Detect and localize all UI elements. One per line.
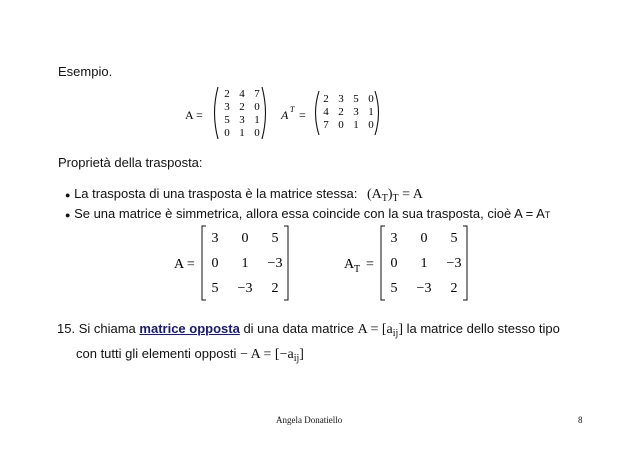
example-a-cells — [224, 88, 260, 139]
bullet-dot: ● — [65, 210, 71, 220]
item-15-formula-1: $A = [a_{ij}]$ — [357, 322, 403, 339]
example-at-cell: 2 — [338, 106, 344, 118]
sym-a-right-bracket — [284, 226, 288, 300]
item-15-prefix: Si chiama — [78, 321, 136, 336]
sym-a-cell: 0 — [211, 256, 219, 271]
example-label: Esempio. — [58, 64, 113, 79]
example-matrices — [185, 83, 385, 143]
example-at-cell: 0 — [338, 119, 344, 131]
footer-author: Angela Donatiello — [276, 415, 343, 425]
example-a-cell: 7 — [254, 88, 260, 100]
sym-a-cell: 2 — [271, 281, 279, 296]
term-matrice-opposta: matrice opposta — [139, 321, 240, 336]
sym-at-cell: 5 — [450, 231, 458, 246]
item-15-number: 15. — [57, 321, 76, 336]
sym-at-cell: 0 — [420, 231, 428, 246]
sym-at-left-bracket — [381, 226, 385, 300]
bullet-item-1 — [65, 186, 423, 204]
item-15-middle: di una data matrice — [243, 321, 355, 336]
sym-at-label: A — [344, 257, 355, 272]
example-a-cell: 4 — [239, 88, 245, 100]
item-15-formula-2: − $A = [-a_{ij}]$ — [240, 347, 304, 364]
sym-a-label: A = — [174, 257, 195, 272]
example-at-right-paren — [375, 91, 379, 135]
item-15-line-1 — [57, 321, 560, 339]
sym-at-right-bracket — [463, 226, 467, 300]
bullet-1-formula: $(A_T)_T = A$ — [366, 187, 423, 204]
example-at-cell: 1 — [353, 119, 359, 131]
sym-at-cell: 1 — [420, 256, 428, 271]
example-a-cell: 3 — [224, 101, 230, 113]
example-at-cell: 1 — [368, 106, 374, 118]
sym-at-cell: −3 — [416, 281, 432, 296]
symmetric-matrices — [170, 222, 490, 304]
bullet-1-text: La trasposta di una trasposta è la matrice stessa: — [74, 186, 358, 201]
sym-at-cell: 5 — [390, 281, 398, 296]
example-at-cell: 3 — [338, 93, 344, 105]
bullet-item-2 — [65, 206, 550, 221]
example-at-cell: 4 — [323, 106, 329, 118]
sym-at-cell: 2 — [450, 281, 458, 296]
example-a-cell: 1 — [239, 127, 245, 139]
example-at-label: A — [281, 108, 289, 122]
item-15-suffix: la matrice dello stesso tipo — [406, 321, 560, 336]
example-a-cell: 1 — [254, 114, 260, 126]
example-a-cell: 0 — [254, 127, 260, 139]
sym-a-cell: −3 — [267, 256, 283, 271]
example-at-cell: 3 — [353, 106, 359, 118]
example-at-cells — [323, 93, 374, 131]
example-at-left-paren — [316, 91, 320, 135]
example-a-cell: 3 — [239, 114, 245, 126]
sym-at-cell: 3 — [390, 231, 398, 246]
example-a-cell: 2 — [239, 101, 245, 113]
example-a-left-paren — [215, 87, 219, 139]
sym-at-sub: T — [354, 264, 361, 275]
section-title: Proprietà della trasposta: — [58, 155, 203, 170]
bullet-dot: ● — [65, 190, 71, 200]
example-at-cell: 0 — [368, 93, 374, 105]
example-a-label: A = — [185, 108, 203, 122]
sym-a-cells — [212, 231, 283, 296]
example-a-cell: 0 — [224, 127, 230, 139]
bullet-2-sub: T — [544, 210, 551, 220]
example-at-cell: 5 — [353, 93, 359, 105]
example-at-sup: T — [290, 105, 295, 114]
item-15-line-2 — [76, 346, 304, 364]
example-a-right-paren — [262, 87, 266, 139]
sym-a-cell: 1 — [241, 256, 249, 271]
sym-at-cell: 0 — [390, 256, 398, 271]
example-at-cell: 7 — [323, 119, 329, 131]
sym-a-left-bracket — [202, 226, 206, 300]
item-15-line-2-text: con tutti gli elementi opposti — [76, 346, 237, 361]
example-at-cell: 2 — [323, 93, 329, 105]
bullet-2-text: Se una matrice è simmetrica, allora essa coincide con la sua trasposta, cioè A = A — [74, 206, 545, 221]
sym-at-cell: −3 — [446, 256, 462, 271]
sym-a-cell: 0 — [241, 231, 249, 246]
footer-page-number: 8 — [578, 415, 583, 425]
example-a-cell: 2 — [224, 88, 230, 100]
example-a-cell: 0 — [254, 101, 260, 113]
sym-a-cell: −3 — [237, 281, 253, 296]
example-a-cell: 5 — [224, 114, 230, 126]
sym-a-cell: 5 — [211, 281, 219, 296]
sym-a-cell: 3 — [211, 231, 219, 246]
example-at-eq: = — [299, 108, 306, 122]
sym-a-cell: 5 — [271, 231, 279, 246]
sym-at-eq: = — [366, 257, 374, 272]
example-at-cell: 0 — [368, 119, 374, 131]
sym-at-cells — [391, 231, 462, 296]
